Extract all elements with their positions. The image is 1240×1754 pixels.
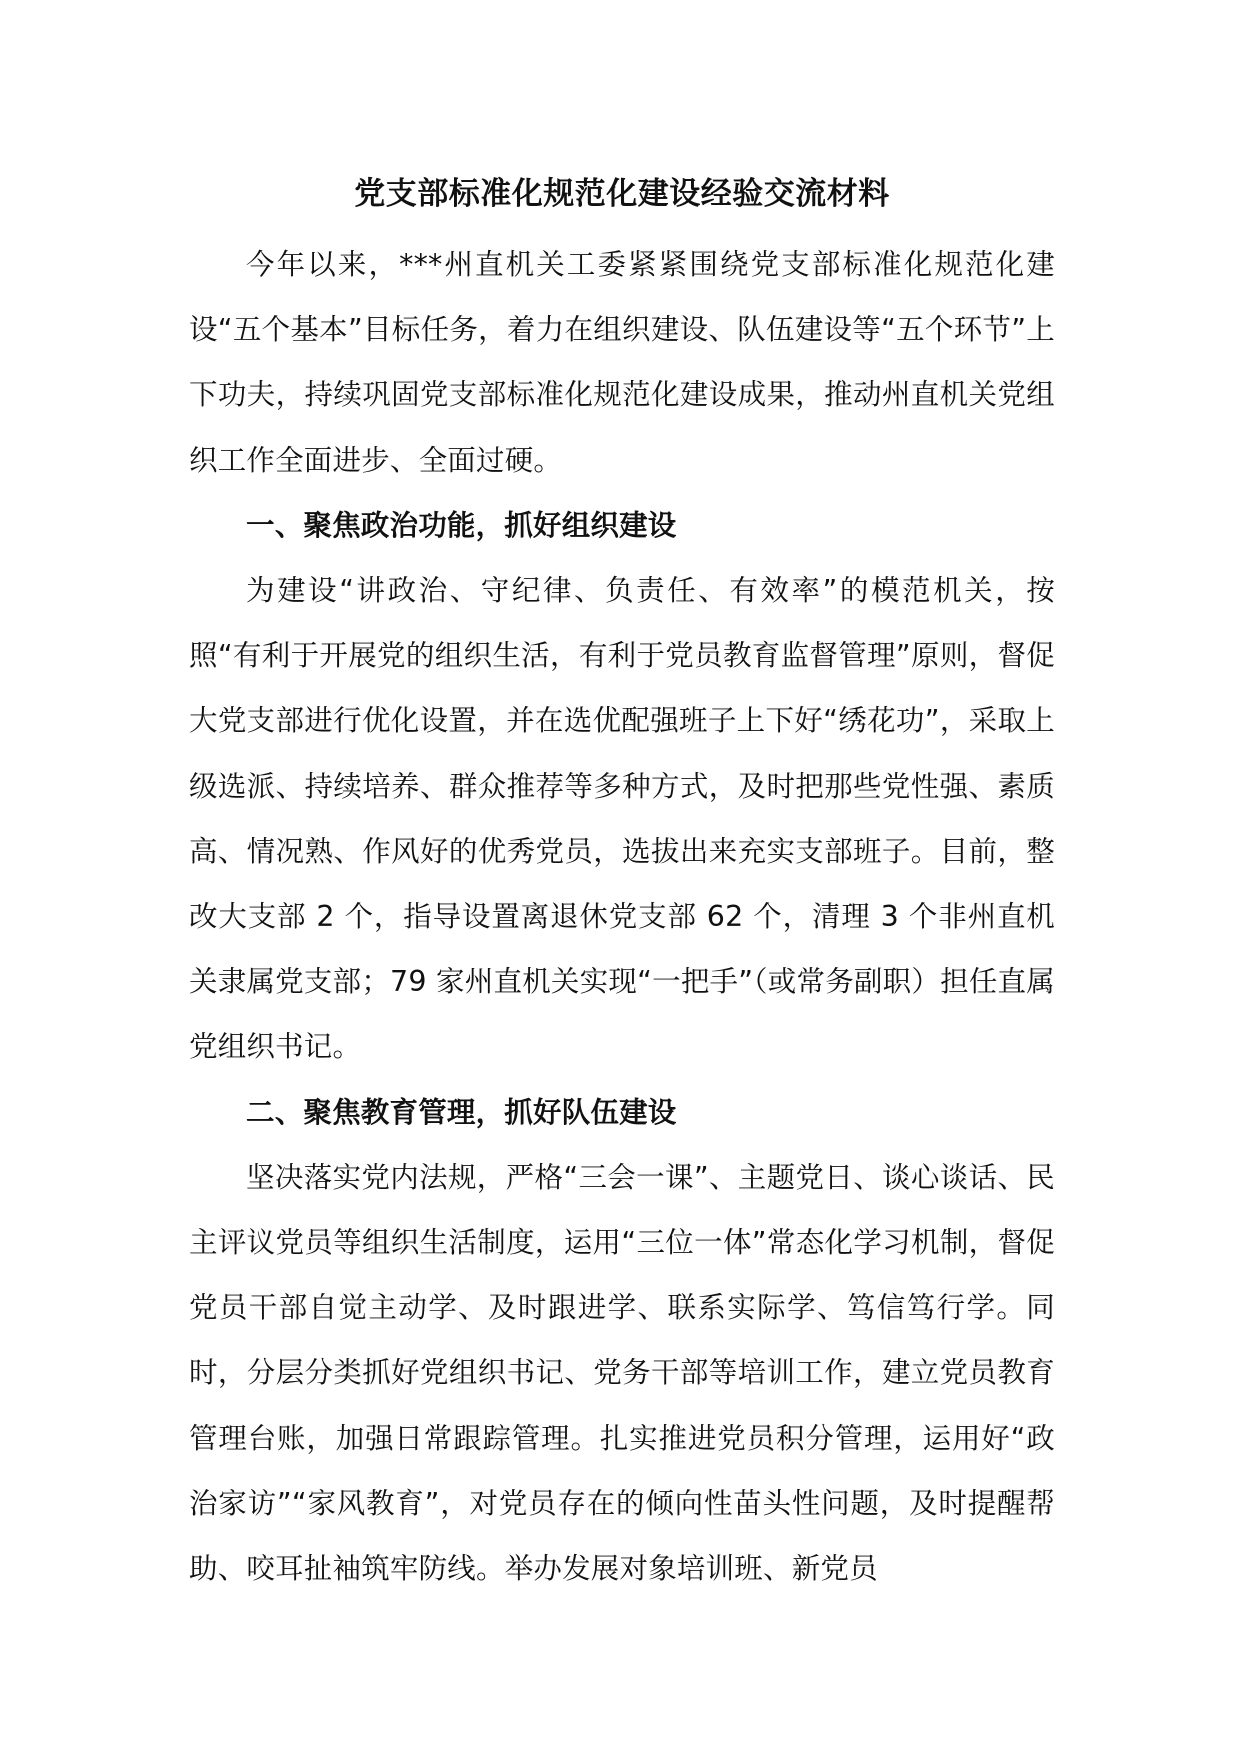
intro-paragraph: 今年以来，***州直机关工委紧紧围绕党支部标准化规范化建设“五个基本”目标任务，着力在组织建设、队伍建设等“五个环节”上下功夫，持续巩固党支部标准化规范化建设成果，推动州直机关党组织工作全面进步、全面过硬。 <box>189 248 1055 477</box>
document-title: 党支部标准化规范化建设经验交流材料 <box>354 176 890 212</box>
section-2-heading: 二、聚焦教育管理，抓好队伍建设 <box>246 1095 677 1129</box>
section-2-paragraph: 坚决落实党内法规，严格“三会一课”、主题党日、谈心谈话、民主评议党员等组织生活制度，运用“三位一体”常态化学习机制，督促党员干部自觉主动学、及时跟进学、联系实际学、笃信笃行学。同时，分层分类抓好党组织书记、党务干部等培训工作，建立党员教育管理台账，加强日常跟踪管理。扎实推进党员积分管理，运用好“政治家访”“家风教育”，对党员存在的倾向性苗头性问题，及时提醒帮助、咬耳扯袖筑牢防线。举办发展对象培训班、新党员 <box>189 1160 1055 1586</box>
section-1-heading: 一、聚焦政治功能，抓好组织建设 <box>246 508 677 542</box>
section-1-paragraph: 为建设“讲政治、守纪律、负责任、有效率”的模范机关，按照“有利于开展党的组织生活，有利于党员教育监督管理”原则，督促大党支部进行优化设置，并在选优配强班子上下好“绣花功”，采取上级选派、持续培养、群众推荐等多种方式，及时把那些党性强、素质高、情况熟、作风好的优秀党员，选拔出来充实支部班子。目前，整改大支部 2 个，指导设置离退休党支部 62 个，清理 3 个非州直机关隶属党支部；79 家州直机关实现“一把手”（或常务副职）担任直属党组织书记。 <box>189 574 1055 1064</box>
